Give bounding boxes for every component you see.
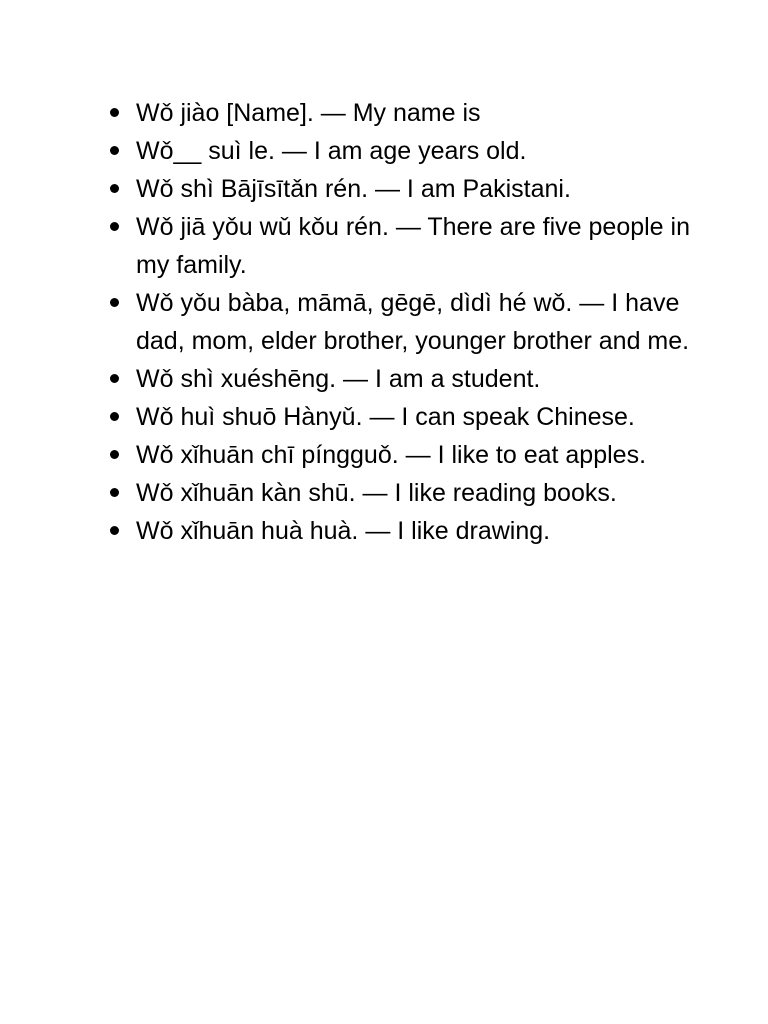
list-item xyxy=(107,284,692,360)
list-item xyxy=(107,170,692,208)
bullet-icon xyxy=(110,488,119,497)
bullet-icon xyxy=(110,146,119,155)
list-item xyxy=(107,512,692,550)
bullet-icon xyxy=(110,222,119,231)
list-item xyxy=(107,398,692,436)
list-item-text: Wǒ jiā yǒu wǔ kǒu rén. — There are five people in my family. xyxy=(136,213,690,279)
list-item xyxy=(107,474,692,512)
bullet-icon xyxy=(110,184,119,193)
bullet-icon xyxy=(110,298,119,307)
bullet-icon xyxy=(110,450,119,459)
bullet-icon xyxy=(110,526,119,535)
list-item-text: Wǒ jiào [Name]. — My name is xyxy=(136,99,481,127)
list-item-text: Wǒ xǐhuān kàn shū. — I like reading books. xyxy=(136,479,617,507)
list-item-text: Wǒ yǒu bàba, māmā, gēgē, dìdì hé wǒ. — I have dad, mom, elder brother, younger brother and me. xyxy=(136,289,690,355)
list-item-text: Wǒ shì Bājīsītǎn rén. — I am Pakistani. xyxy=(136,175,571,203)
list-item-text: Wǒ__ suì le. — I am age years old. xyxy=(136,137,527,165)
list-item xyxy=(107,132,692,170)
phrase-list xyxy=(107,94,692,550)
bullet-icon xyxy=(110,374,119,383)
list-item-text: Wǒ xǐhuān huà huà. — I like drawing. xyxy=(136,517,551,545)
list-item-text: Wǒ xǐhuān chī píngguǒ. — I like to eat apples. xyxy=(136,441,647,469)
list-item xyxy=(107,94,692,132)
bullet-icon xyxy=(110,412,119,421)
list-item-text: Wǒ shì xuéshēng. — I am a student. xyxy=(136,365,541,393)
list-item xyxy=(107,436,692,474)
bullet-icon xyxy=(110,108,119,117)
list-item xyxy=(107,208,692,284)
list-item xyxy=(107,360,692,398)
list-item-text: Wǒ huì shuō Hànyǔ. — I can speak Chinese. xyxy=(136,403,635,431)
